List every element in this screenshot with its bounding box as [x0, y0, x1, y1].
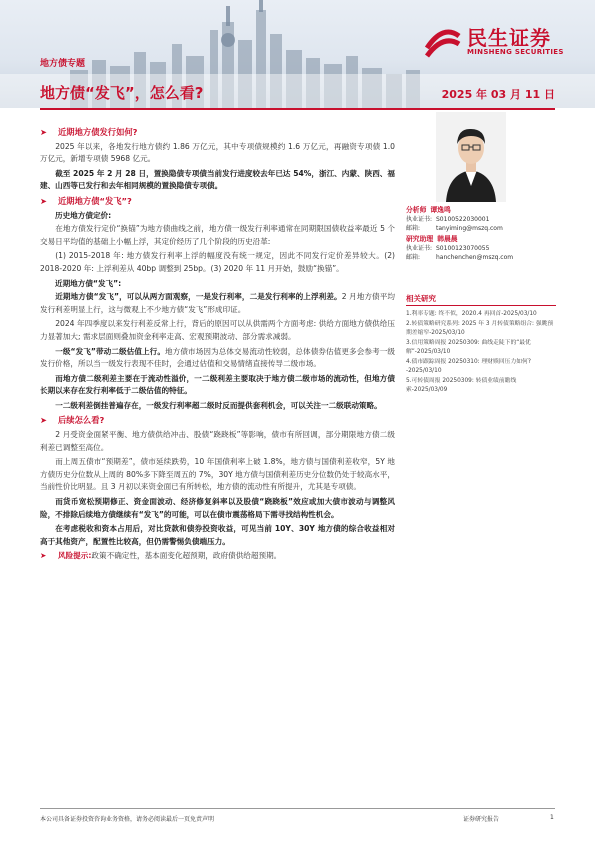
related-research-heading: 相关研究 [406, 294, 556, 306]
analyst-role: 分析师 [406, 206, 427, 214]
report-category: 地方债专题 [40, 59, 86, 69]
paragraph: 2024 年四季度以来发行利差反常上行，背后的原因可以从供需两个方面考虑: 供给方面地方债供给压力显著加大; 需求层面则叠加资金利率走高、宏观预期波动、部分需求减弱。 [40, 319, 395, 341]
section-heading: ➤ 近期地方债“发飞”? [40, 195, 132, 206]
cert-label: 执业证书: [406, 216, 433, 223]
related-item[interactable]: 1.利率专题: 终不似，2020.4 再回首-2025/03/10 [406, 311, 537, 317]
assistant-email: hanchenchen@mszq.com [436, 254, 514, 261]
assistant-name: 韩晨晨 [437, 235, 458, 243]
header-divider [40, 108, 555, 110]
analyst-name: 谭逸鸣 [430, 206, 451, 214]
brand-logo [423, 18, 583, 66]
related-item[interactable]: 4.债市跟踪周报 20250310: 理财赎回压力如何? -2025/03/10 [406, 359, 531, 374]
paragraph: 近期地方债“发飞”，可以从两方面观察，一是发行利率，二是发行利率的上浮利差。2 月地方债平均发行利差明显上行，这与微观上不少地方债“发飞”形成印证。 [40, 292, 395, 314]
analyst-email: tanyiming@mszq.com [436, 225, 503, 232]
paragraph: (1) 2015-2018 年: 地方债发行利率上浮的幅度没有统一规定，因此不同发行定价差异较大。(2) 2018-2020 年: 上浮利差从 40bp 调整到 25bp。(3) 2020 年 11 月开始，鼓励“换锚”。 [40, 251, 395, 273]
paragraph: 在考虑税收和资本占用后，对比贷款和债券投资收益，可见当前 10Y、30Y 地方债的综合收益相对高于其他资产，配置性比较高，但仍需警惕负债端压力。 [40, 524, 395, 546]
paragraph: 而地方债二级利差主要在于流动性溢价，一二级利差主要取决于地方债二级市场的流动性，但地方债长期以来存在发行利率低于二级估值的特征。 [40, 373, 395, 396]
report-date: 2025 年 03 月 11 日 [441, 88, 555, 101]
paragraph: 而上周五债市“预期差”，债市延续跌势，10 年国债利率上破 1.8%，地方债与国债利差收窄，5Y 地方债历史分位数从上周的 80%多下降至周五的 7%，30Y 地方债与国债利差历史分位数仍处于较高水平，当前性价比明显。且 3 月初以来资金面已有所转松，地方债的流动性有所提升，尤其是专项债。 [40, 457, 395, 492]
related-item[interactable]: 2.转债策略研究系列: 2025 年 3 月转债策略组合: 强眺预期差缩窄-2025/03/10 [406, 321, 554, 336]
section-heading: ➤ 近期地方债发行如何? [40, 127, 138, 137]
subheading: 历史地方债定价: [55, 210, 112, 220]
analyst-info [406, 206, 556, 262]
assistant-cert: S0100123070055 [436, 245, 490, 252]
email-label: 邮箱: [406, 225, 421, 232]
subheading: 近期地方债“发飞”: [55, 278, 122, 288]
related-item[interactable]: 3.信用策略周报 20250309: 曲线走陡下的“最优解”-2025/03/10 [406, 340, 531, 355]
paragraph: 在地方债发行定价“换锚”为地方债曲线之前，地方债一级发行利率通常在同期限国债收益率最近 5 个交易日平均值的基础上小幅上浮，其定价经历了几个阶段的历史沿革: [40, 224, 395, 246]
paragraph: 2025 年以来，各地发行地方债约 1.86 万亿元，其中专项债规模约 1.6 万亿元，再融资专项债 1.0 万亿元，新增专项债 5968 亿元。 [40, 141, 395, 164]
risk-warning: ➤ 风险提示:政策不确定性，基本面变化超预期，政府债供给超预期。 [40, 550, 395, 563]
footer-disclaimer: 本公司具备证券投资咨询业务资格，请务必阅读最后一页免责声明 [40, 816, 215, 823]
logo-chinese-text: 民生证券 [467, 26, 551, 50]
related-item[interactable]: 5.可转债周报 20250309: 转债业绩前瞻线索-2025/03/09 [406, 378, 517, 393]
arrow-icon: ➤ [40, 415, 47, 426]
cert-label: 执业证书: [406, 245, 433, 252]
paragraph: 2 月受资金面紧平衡、地方债供给冲击、股债“跷跷板”等影响，债市有所回调，部分期限地方债二级利差已调整至高位。 [40, 430, 395, 452]
arrow-icon: ➤ [40, 551, 47, 561]
assistant-role: 研究助理 [406, 235, 434, 243]
page-number: 1 [550, 814, 554, 821]
analyst-photo [436, 112, 506, 202]
report-title: 地方债“发飞”，怎么看? [40, 84, 204, 102]
logo-english-text: MINSHENG SECURITIES [467, 48, 564, 56]
paragraph: 一级“发飞”带动二级估值上行。地方债市场因为总体交易流动性较弱，总体债券估值更多会参考一级发行价格，所以当一级发行表现不佳时，会通过估值和交易情绪直接传导二级市场。 [40, 346, 395, 369]
analyst-cert: S0100522030001 [436, 216, 490, 223]
email-label: 邮箱: [406, 254, 421, 261]
related-research-list [406, 310, 556, 396]
report-header [0, 0, 595, 108]
paragraph: 而货币宽松预期修正、资金面波动、经济修复斜率以及股债“跷跷板”效应或加大债市波动与调整风险，不排除后续地方债继续有“发飞”的可能，可以在债市震荡格局下需寻找结构性机会。 [40, 497, 395, 519]
arrow-icon: ➤ [40, 127, 47, 137]
section-heading: ➤ 后续怎么看? [40, 415, 105, 426]
paragraph: 截至 2025 年 2 月 28 日，置换隐债专项债当前发行进度较去年已达 54%，浙江、内蒙、陕西、福建、山西等已发行和去年相同规模的置换隐债专项债。 [40, 168, 395, 191]
minsheng-logo-icon [423, 22, 463, 62]
main-content [40, 124, 395, 563]
arrow-icon: ➤ [40, 195, 47, 206]
paragraph: 一二级利差倒挂普遍存在，一级发行利率超二级时反而提供套利机会，可以关注一二级联动策略。 [55, 400, 382, 410]
footer-divider [40, 808, 555, 809]
footer-report-type: 证券研究报告 [463, 816, 500, 823]
